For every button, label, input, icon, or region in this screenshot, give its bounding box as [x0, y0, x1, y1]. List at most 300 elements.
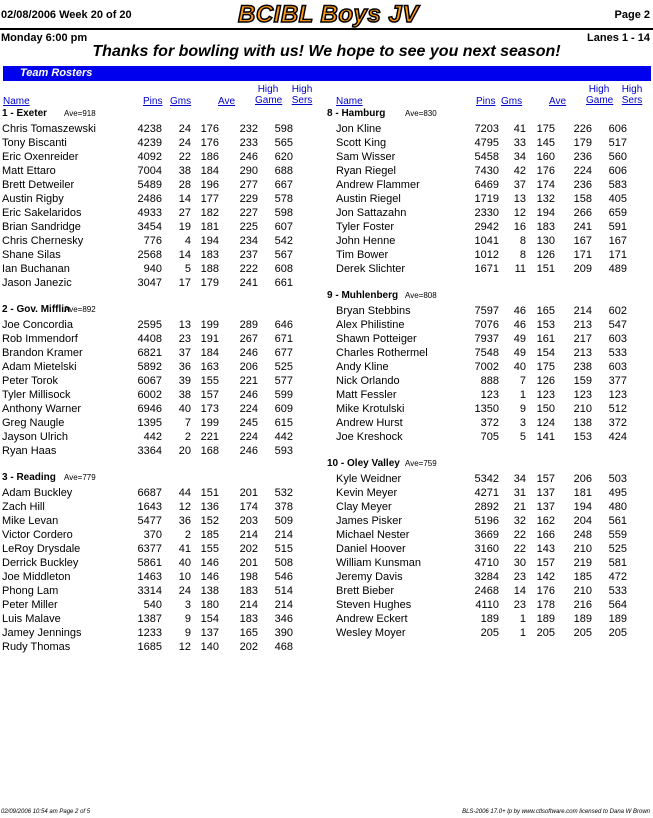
player-high-game: 123	[573, 389, 592, 401]
player-name: Adam Buckley	[2, 487, 73, 499]
player-average: 145	[536, 137, 555, 149]
player-row	[2, 486, 322, 500]
player-row	[327, 528, 647, 542]
player-average: 157	[536, 473, 555, 485]
player-average: 160	[536, 151, 555, 163]
player-average: 184	[200, 347, 219, 359]
player-row	[2, 500, 322, 514]
lanes: Lanes 1 - 14	[587, 32, 650, 44]
day-time: Monday 6:00 pm	[1, 32, 88, 44]
player-games: 22	[178, 151, 191, 163]
page-number: Page 2	[614, 9, 650, 21]
player-high-series: 603	[608, 333, 627, 345]
team-title: 1 - Exeter	[2, 108, 48, 119]
player-name: Ryan Haas	[2, 445, 57, 457]
player-name: Brett Bieber	[336, 585, 395, 597]
team-block	[2, 304, 322, 458]
player-name: Victor Cordero	[2, 529, 73, 541]
player-high-series: 608	[274, 263, 293, 275]
player-name: Joe Concordia	[2, 319, 73, 331]
section-title: Team Rosters	[20, 67, 93, 79]
player-pins: 4110	[475, 599, 499, 611]
player-high-series: 607	[274, 221, 293, 233]
team-title: 9 - Muhlenberg	[327, 290, 399, 301]
player-name: Austin Rigby	[2, 193, 64, 205]
player-row	[2, 542, 322, 556]
player-high-series: 171	[608, 249, 627, 261]
player-name: Shawn Potteiger	[336, 333, 417, 345]
league-logo: BCIBL Boys JV	[238, 1, 419, 28]
player-high-game: 210	[573, 585, 592, 597]
player-high-game: 224	[239, 403, 258, 415]
player-games: 3	[519, 417, 526, 429]
player-pins: 4408	[137, 333, 162, 345]
player-high-series: 583	[608, 179, 627, 191]
player-pins: 3047	[137, 277, 162, 289]
player-name: Sam Wisser	[336, 151, 396, 163]
player-average: 161	[536, 333, 555, 345]
player-high-game: 179	[573, 137, 592, 149]
player-games: 23	[513, 599, 526, 611]
player-pins: 1387	[137, 613, 162, 625]
team-average: Ave=830	[405, 109, 437, 118]
player-pins: 4933	[137, 207, 162, 219]
player-high-series: 646	[274, 319, 293, 331]
player-games: 16	[513, 221, 526, 233]
player-high-series: 346	[274, 613, 293, 625]
player-high-game: 246	[239, 389, 258, 401]
player-average: 183	[536, 221, 555, 233]
player-pins: 6377	[137, 543, 162, 555]
player-pins: 888	[480, 375, 499, 387]
player-high-game: 185	[573, 571, 592, 583]
player-high-series: 559	[608, 529, 627, 541]
player-games: 22	[513, 543, 526, 555]
col-high-series: High Sers	[621, 84, 643, 106]
player-games: 5	[519, 431, 526, 443]
player-name: Andy Kline	[336, 361, 389, 373]
player-pins: 2330	[474, 207, 499, 219]
player-average: 174	[536, 179, 555, 191]
player-games: 12	[178, 501, 191, 513]
player-pins: 6687	[137, 487, 162, 499]
player-high-series: 593	[274, 445, 293, 457]
player-row	[327, 486, 647, 500]
player-games: 8	[519, 249, 526, 261]
player-games: 23	[513, 571, 526, 583]
player-high-series: 561	[608, 515, 627, 527]
player-average: 194	[536, 207, 555, 219]
player-pins: 1395	[137, 417, 162, 429]
player-games: 40	[178, 403, 191, 415]
player-games: 28	[178, 179, 191, 191]
player-high-game: 138	[573, 417, 592, 429]
player-average: 176	[200, 123, 219, 135]
player-high-series: 599	[274, 389, 293, 401]
player-games: 37	[513, 179, 526, 191]
player-games: 1	[519, 613, 526, 625]
team-heading	[2, 108, 322, 122]
player-games: 23	[178, 333, 191, 345]
player-games: 17	[178, 277, 191, 289]
player-row	[2, 248, 322, 262]
player-high-series: 591	[608, 221, 627, 233]
player-row	[327, 248, 647, 262]
team-title: 10 - Oley Valley	[327, 458, 400, 469]
player-games: 32	[513, 515, 526, 527]
player-high-series: 489	[608, 263, 627, 275]
player-row	[327, 178, 647, 192]
player-high-series: 661	[274, 277, 293, 289]
player-games: 9	[184, 613, 191, 625]
player-average: 173	[200, 403, 219, 415]
player-high-game: 214	[239, 529, 258, 541]
player-average: 199	[200, 417, 219, 429]
player-pins: 6946	[137, 403, 162, 415]
player-name: Eric Sakelaridos	[2, 207, 82, 219]
season-message: Thanks for bowling with us! We hope to see you next season!	[92, 43, 561, 60]
player-high-game: 229	[239, 193, 258, 205]
team-heading	[327, 290, 647, 304]
player-average: 221	[200, 431, 219, 443]
player-average: 176	[200, 137, 219, 149]
team-heading	[327, 458, 647, 472]
player-name: Austin Riegel	[336, 193, 401, 205]
player-row	[327, 472, 647, 486]
player-pins: 2468	[474, 585, 499, 597]
player-row	[327, 612, 647, 626]
col-name: Name	[336, 96, 363, 107]
player-pins: 6067	[137, 375, 162, 387]
player-average: 180	[200, 599, 219, 611]
player-pins: 6002	[137, 389, 162, 401]
player-name: LeRoy Drysdale	[2, 543, 81, 555]
player-name: Matt Fessler	[336, 389, 397, 401]
player-row	[2, 612, 322, 626]
player-row	[2, 276, 322, 290]
player-games: 27	[178, 207, 191, 219]
player-high-series: 495	[608, 487, 627, 499]
player-high-game: 222	[239, 263, 258, 275]
player-row	[327, 122, 647, 136]
player-high-series: 659	[608, 207, 627, 219]
player-average: 146	[200, 557, 219, 569]
player-high-game: 198	[239, 571, 258, 583]
player-name: Clay Meyer	[336, 501, 392, 513]
player-games: 4	[184, 235, 191, 247]
player-row	[2, 206, 322, 220]
player-row	[327, 500, 647, 514]
player-row	[2, 318, 322, 332]
player-games: 7	[519, 375, 526, 387]
team-average: Ave=759	[405, 459, 437, 468]
player-high-series: 517	[608, 137, 627, 149]
player-pins: 940	[143, 263, 162, 275]
player-pins: 7430	[474, 165, 499, 177]
player-average: 157	[200, 389, 219, 401]
player-games: 12	[513, 207, 526, 219]
player-games: 8	[519, 235, 526, 247]
player-games: 40	[178, 557, 191, 569]
player-pins: 3454	[137, 221, 162, 233]
team-average: Ave=779	[64, 473, 96, 482]
player-row	[327, 430, 647, 444]
player-games: 36	[178, 515, 191, 527]
player-games: 44	[178, 487, 191, 499]
player-row	[2, 332, 322, 346]
player-average: 136	[200, 501, 219, 513]
player-pins: 7002	[474, 361, 499, 373]
player-average: 163	[200, 361, 219, 373]
player-games: 34	[513, 473, 526, 485]
player-high-series: 512	[608, 403, 627, 415]
player-pins: 1350	[474, 403, 499, 415]
column-headers-left	[3, 84, 323, 108]
player-high-game: 277	[239, 179, 258, 191]
player-high-series: 515	[274, 543, 293, 555]
player-high-series: 603	[608, 361, 627, 373]
player-high-game: 203	[239, 515, 258, 527]
player-high-series: 577	[274, 375, 293, 387]
player-high-series: 378	[274, 501, 293, 513]
player-pins: 5196	[474, 515, 499, 527]
player-average: 140	[200, 641, 219, 653]
player-high-game: 214	[573, 305, 592, 317]
player-high-series: 424	[608, 431, 627, 443]
player-high-game: 210	[573, 403, 592, 415]
player-high-game: 181	[573, 487, 592, 499]
player-pins: 4238	[137, 123, 162, 135]
player-average: 142	[536, 571, 555, 583]
player-high-series: 533	[608, 347, 627, 359]
player-games: 2	[184, 529, 191, 541]
player-name: Chris Chernesky	[2, 235, 84, 247]
player-high-game: 210	[573, 543, 592, 555]
player-games: 13	[178, 319, 191, 331]
player-name: Steven Hughes	[336, 599, 412, 611]
team-block	[2, 472, 322, 654]
team-title: 2 - Gov. Mifflin	[2, 304, 71, 315]
player-average: 137	[200, 627, 219, 639]
player-name: James Pisker	[336, 515, 403, 527]
player-row	[2, 626, 322, 640]
player-name: Nick Orlando	[336, 375, 400, 387]
player-average: 138	[200, 585, 219, 597]
player-high-series: 214	[274, 529, 293, 541]
player-row	[2, 136, 322, 150]
player-pins: 2595	[137, 319, 162, 331]
player-high-series: 480	[608, 501, 627, 513]
player-pins: 6469	[474, 179, 499, 191]
player-high-series: 578	[274, 193, 293, 205]
player-games: 38	[178, 389, 191, 401]
player-high-game: 201	[239, 557, 258, 569]
player-average: 185	[200, 529, 219, 541]
player-name: Peter Torok	[2, 375, 59, 387]
player-pins: 370	[143, 529, 162, 541]
player-games: 42	[513, 165, 526, 177]
player-high-game: 201	[239, 487, 258, 499]
player-games: 12	[178, 641, 191, 653]
player-row	[2, 164, 322, 178]
player-games: 38	[178, 165, 191, 177]
player-average: 155	[200, 543, 219, 555]
player-high-game: 233	[239, 137, 258, 149]
player-high-series: 442	[274, 431, 293, 443]
player-average: 175	[536, 123, 555, 135]
player-high-series: 390	[274, 627, 293, 639]
player-average: 181	[200, 221, 219, 233]
player-average: 126	[536, 249, 555, 261]
player-name: Wesley Moyer	[336, 627, 406, 639]
team-average: Ave=918	[64, 109, 96, 118]
player-row	[2, 150, 322, 164]
player-name: Luis Malave	[2, 613, 61, 625]
player-high-game: 245	[239, 417, 258, 429]
player-games: 40	[513, 361, 526, 373]
player-pins: 6821	[137, 347, 162, 359]
player-row	[2, 178, 322, 192]
team-block	[327, 290, 647, 444]
player-name: Joe Kreshock	[336, 431, 403, 443]
player-high-series: 525	[274, 361, 293, 373]
player-games: 31	[513, 487, 526, 499]
col-pins: Pins	[143, 96, 163, 107]
player-name: Rudy Thomas	[2, 641, 71, 653]
player-games: 3	[184, 599, 191, 611]
player-row	[2, 430, 322, 444]
player-pins: 1719	[474, 193, 499, 205]
player-average: 155	[200, 375, 219, 387]
player-name: Anthony Warner	[2, 403, 82, 415]
player-pins: 2942	[474, 221, 499, 233]
player-name: Andrew Hurst	[336, 417, 403, 429]
player-row	[327, 626, 647, 640]
player-average: 132	[536, 193, 555, 205]
player-high-game: 213	[573, 319, 592, 331]
player-row	[327, 556, 647, 570]
player-average: 151	[536, 263, 555, 275]
section-bar	[3, 66, 651, 81]
team-average: Ave=808	[405, 291, 437, 300]
player-high-game: 213	[573, 347, 592, 359]
player-name: Tyler Millisock	[2, 389, 71, 401]
player-high-game: 216	[573, 599, 592, 611]
player-average: 188	[200, 263, 219, 275]
player-high-game: 221	[239, 375, 258, 387]
player-high-series: 533	[608, 585, 627, 597]
player-games: 14	[178, 193, 191, 205]
player-high-series: 377	[608, 375, 627, 387]
player-row	[2, 360, 322, 374]
player-high-series: 503	[608, 473, 627, 485]
player-name: Ian Buchanan	[2, 263, 70, 275]
player-average: 177	[200, 193, 219, 205]
player-high-game: 246	[239, 347, 258, 359]
player-games: 41	[178, 543, 191, 555]
player-average: 124	[536, 417, 555, 429]
player-pins: 7004	[137, 165, 162, 177]
player-average: 126	[536, 375, 555, 387]
col-gms: Gms	[170, 96, 192, 107]
player-games: 36	[178, 361, 191, 373]
col-high-game: High Game	[255, 84, 283, 106]
player-high-game: 226	[573, 123, 592, 135]
player-row	[327, 220, 647, 234]
player-row	[327, 514, 647, 528]
player-high-game: 237	[239, 249, 258, 261]
player-pins: 705	[480, 431, 499, 443]
player-high-game: 236	[573, 151, 592, 163]
player-games: 1	[519, 389, 526, 401]
player-average: 123	[536, 389, 555, 401]
team-block	[327, 108, 647, 276]
player-pins: 3669	[474, 529, 499, 541]
player-games: 7	[184, 417, 191, 429]
col-gms: Gms	[501, 96, 523, 107]
footer-license: BLS-2006 17.0+ lp by www.ctlsoftware.com licensed to Dana W Brown	[462, 809, 650, 815]
header-rule	[0, 28, 653, 30]
player-row	[2, 556, 322, 570]
player-high-game: 290	[239, 165, 258, 177]
player-high-series: 468	[274, 641, 293, 653]
team-block	[2, 108, 322, 290]
player-games: 49	[513, 347, 526, 359]
player-pins: 7937	[474, 333, 499, 345]
player-average: 196	[200, 179, 219, 191]
player-pins: 372	[480, 417, 499, 429]
player-games: 49	[513, 333, 526, 345]
player-row	[2, 570, 322, 584]
player-name: Kyle Weidner	[336, 473, 402, 485]
player-games: 10	[178, 571, 191, 583]
roster-column-left	[2, 108, 322, 668]
player-games: 13	[513, 193, 526, 205]
team-heading	[327, 108, 647, 122]
player-name: John Henne	[336, 235, 396, 247]
player-name: Shane Silas	[2, 249, 61, 261]
player-games: 33	[513, 137, 526, 149]
player-high-game: 204	[573, 515, 592, 527]
player-row	[2, 598, 322, 612]
player-games: 5	[184, 263, 191, 275]
player-row	[327, 206, 647, 220]
player-average: 166	[536, 529, 555, 541]
player-pins: 442	[143, 431, 162, 443]
player-average: 175	[536, 361, 555, 373]
player-pins: 4092	[137, 151, 162, 163]
player-high-series: 609	[274, 403, 293, 415]
player-pins: 5342	[474, 473, 499, 485]
player-row	[2, 416, 322, 430]
player-high-series: 189	[608, 613, 627, 625]
player-name: Mike Krotulski	[336, 403, 405, 415]
player-row	[327, 304, 647, 318]
player-average: 154	[200, 613, 219, 625]
header-date-week: 02/08/2006 Week 20 of 20	[1, 9, 132, 21]
player-high-game: 248	[573, 529, 592, 541]
player-row	[2, 346, 322, 360]
player-name: Andrew Flammer	[336, 179, 420, 191]
player-high-series: 560	[608, 151, 627, 163]
team-title: 8 - Hamburg	[327, 108, 386, 119]
player-high-series: 167	[608, 235, 627, 247]
player-name: William Kunsman	[336, 557, 421, 569]
player-row	[327, 584, 647, 598]
player-high-game: 225	[239, 221, 258, 233]
player-average: 152	[200, 515, 219, 527]
player-high-game: 194	[573, 501, 592, 513]
